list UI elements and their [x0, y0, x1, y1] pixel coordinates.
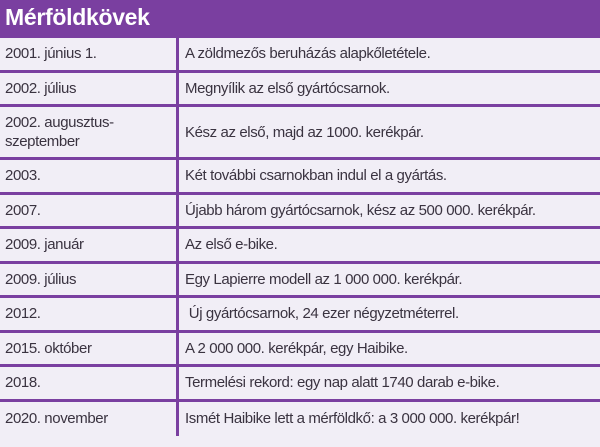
table-row: [0, 195, 600, 230]
table-row: [0, 229, 600, 264]
row-event: Megnyílik az első gyártócsarnok.: [185, 79, 390, 97]
row-event: Az első e-bike.: [185, 236, 278, 254]
row-date: 2003.: [0, 160, 179, 192]
table-row: [0, 402, 600, 437]
row-event: Két további csarnokban indul el a gyártás.: [185, 167, 447, 185]
table-row: [0, 367, 600, 402]
milestones-table: [0, 35, 600, 436]
row-event: A zöldmezős beruházás alapkőletétele.: [185, 45, 431, 63]
row-event: Újabb három gyártócsarnok, kész az 500 000. kerékpár.: [185, 201, 536, 219]
table-row: [0, 107, 600, 160]
row-date: 2012.: [0, 298, 179, 330]
table-row: [0, 298, 600, 333]
row-event: Új gyártócsarnok, 24 ezer négyzetméterrel.: [185, 305, 459, 323]
row-date: 2001. június 1.: [0, 38, 179, 70]
row-date: 2002. július: [0, 73, 179, 105]
table-row: [0, 333, 600, 368]
row-date: 2002. augusztus-szeptember: [0, 107, 179, 157]
row-event: Ismét Haibike lett a mérföldkő: a 3 000 000. kerékpár!: [185, 410, 520, 428]
row-date: 2007.: [0, 195, 179, 227]
table-row: [0, 264, 600, 299]
table-row: [0, 38, 600, 73]
row-date: 2009. január: [0, 229, 179, 261]
row-event: A 2 000 000. kerékpár, egy Haibike.: [185, 339, 408, 357]
table-row: [0, 160, 600, 195]
row-date: 2009. július: [0, 264, 179, 296]
row-event: Egy Lapierre modell az 1 000 000. kerékpár.: [185, 270, 463, 288]
row-date: 2015. október: [0, 333, 179, 365]
row-date: 2018.: [0, 367, 179, 399]
milestones-title: Mérföldkövek: [0, 0, 600, 35]
row-event: Kész az első, majd az 1000. kerékpár.: [185, 123, 424, 141]
row-event: Termelési rekord: egy nap alatt 1740 darab e-bike.: [185, 374, 500, 392]
row-date: 2020. november: [0, 402, 179, 437]
table-row: [0, 73, 600, 108]
